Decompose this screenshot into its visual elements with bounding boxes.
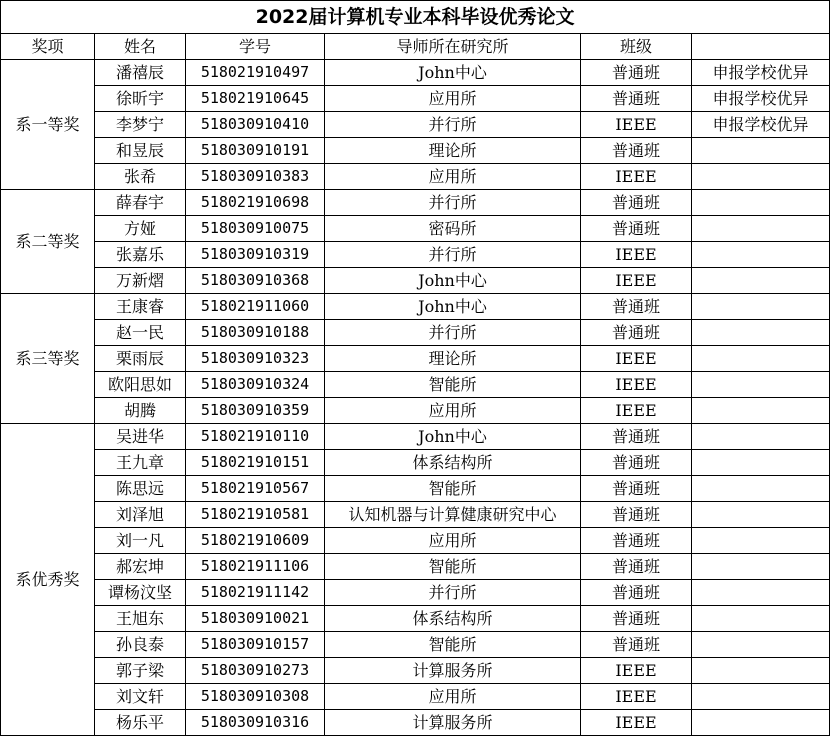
note-cell	[692, 294, 830, 320]
name-cell: 和昱辰	[95, 138, 186, 164]
name-cell: 赵一民	[95, 320, 186, 346]
class-cell: IEEE	[581, 346, 692, 372]
table-row	[1, 684, 830, 710]
class-cell: 普通班	[581, 450, 692, 476]
name-cell: 张希	[95, 164, 186, 190]
note-cell	[692, 424, 830, 450]
student-id-cell: 518021911106	[186, 554, 325, 580]
note-cell	[692, 190, 830, 216]
name-cell: 杨乐平	[95, 710, 186, 736]
name-cell: 方娅	[95, 216, 186, 242]
institute-cell: 并行所	[325, 242, 581, 268]
institute-cell: 智能所	[325, 476, 581, 502]
name-cell: 郭子梁	[95, 658, 186, 684]
class-cell: 普通班	[581, 320, 692, 346]
student-id-cell: 518021911142	[186, 580, 325, 606]
class-cell: 普通班	[581, 60, 692, 86]
header-name: 姓名	[95, 34, 186, 60]
award-cell: 系一等奖	[1, 60, 95, 190]
institute-cell: 应用所	[325, 684, 581, 710]
institute-cell: 并行所	[325, 320, 581, 346]
institute-cell: John中心	[325, 60, 581, 86]
header-institute: 导师所在研究所	[325, 34, 581, 60]
student-id-cell: 518030910368	[186, 268, 325, 294]
note-cell	[692, 554, 830, 580]
student-id-cell: 518021910645	[186, 86, 325, 112]
class-cell: 普通班	[581, 216, 692, 242]
table-row	[1, 60, 830, 86]
institute-cell: 计算服务所	[325, 658, 581, 684]
student-id-cell: 518021910581	[186, 502, 325, 528]
table-row	[1, 164, 830, 190]
table-row	[1, 242, 830, 268]
name-cell: 吴进华	[95, 424, 186, 450]
class-cell: 普通班	[581, 86, 692, 112]
class-cell: 普通班	[581, 606, 692, 632]
name-cell: 万新熠	[95, 268, 186, 294]
student-id-cell: 518030910075	[186, 216, 325, 242]
class-cell: IEEE	[581, 164, 692, 190]
institute-cell: 智能所	[325, 372, 581, 398]
table-row	[1, 398, 830, 424]
class-cell: IEEE	[581, 658, 692, 684]
institute-cell: 并行所	[325, 580, 581, 606]
class-cell: IEEE	[581, 372, 692, 398]
name-cell: 王九章	[95, 450, 186, 476]
institute-cell: 并行所	[325, 190, 581, 216]
award-cell: 系优秀奖	[1, 424, 95, 736]
table-row	[1, 502, 830, 528]
class-cell: 普通班	[581, 580, 692, 606]
student-id-cell: 518021910110	[186, 424, 325, 450]
header-row	[1, 34, 830, 60]
note-cell	[692, 346, 830, 372]
table-row	[1, 424, 830, 450]
note-cell: 申报学校优异	[692, 112, 830, 138]
class-cell: 普通班	[581, 138, 692, 164]
student-id-cell: 518030910324	[186, 372, 325, 398]
note-cell	[692, 476, 830, 502]
table-row	[1, 112, 830, 138]
table-row	[1, 294, 830, 320]
note-cell	[692, 710, 830, 736]
student-id-cell: 518030910410	[186, 112, 325, 138]
note-cell	[692, 320, 830, 346]
note-cell	[692, 164, 830, 190]
class-cell: 普通班	[581, 190, 692, 216]
name-cell: 刘泽旭	[95, 502, 186, 528]
table-row	[1, 632, 830, 658]
table-row	[1, 606, 830, 632]
header-note	[692, 34, 830, 60]
name-cell: 徐昕宇	[95, 86, 186, 112]
institute-cell: 计算服务所	[325, 710, 581, 736]
institute-cell: 密码所	[325, 216, 581, 242]
institute-cell: 应用所	[325, 164, 581, 190]
student-id-cell: 518021911060	[186, 294, 325, 320]
class-cell: 普通班	[581, 632, 692, 658]
note-cell	[692, 658, 830, 684]
table-row	[1, 528, 830, 554]
class-cell: IEEE	[581, 684, 692, 710]
note-cell: 申报学校优异	[692, 60, 830, 86]
note-cell	[692, 268, 830, 294]
note-cell	[692, 138, 830, 164]
note-cell	[692, 242, 830, 268]
table-row	[1, 658, 830, 684]
institute-cell: 认知机器与计算健康研究中心	[325, 502, 581, 528]
table-row	[1, 710, 830, 736]
note-cell	[692, 684, 830, 710]
class-cell: 普通班	[581, 294, 692, 320]
institute-cell: 智能所	[325, 554, 581, 580]
table-row	[1, 372, 830, 398]
name-cell: 胡腾	[95, 398, 186, 424]
student-id-cell: 518030910191	[186, 138, 325, 164]
student-id-cell: 518030910323	[186, 346, 325, 372]
name-cell: 欧阳思如	[95, 372, 186, 398]
sheet-title: 2022届计算机专业本科毕设优秀论文	[1, 1, 830, 34]
note-cell	[692, 216, 830, 242]
institute-cell: John中心	[325, 294, 581, 320]
table-row	[1, 346, 830, 372]
note-cell	[692, 372, 830, 398]
name-cell: 孙良泰	[95, 632, 186, 658]
student-id-cell: 518030910188	[186, 320, 325, 346]
title-row	[1, 1, 830, 34]
note-cell	[692, 606, 830, 632]
name-cell: 薛春宇	[95, 190, 186, 216]
name-cell: 张嘉乐	[95, 242, 186, 268]
note-cell	[692, 528, 830, 554]
table-row	[1, 190, 830, 216]
institute-cell: 体系结构所	[325, 450, 581, 476]
note-cell	[692, 502, 830, 528]
table-row	[1, 554, 830, 580]
note-cell	[692, 398, 830, 424]
table-row	[1, 138, 830, 164]
name-cell: 陈思远	[95, 476, 186, 502]
student-id-cell: 518021910497	[186, 60, 325, 86]
institute-cell: 并行所	[325, 112, 581, 138]
table-row	[1, 476, 830, 502]
table-row	[1, 268, 830, 294]
table-row	[1, 320, 830, 346]
institute-cell: John中心	[325, 268, 581, 294]
institute-cell: 智能所	[325, 632, 581, 658]
class-cell: 普通班	[581, 554, 692, 580]
name-cell: 郝宏坤	[95, 554, 186, 580]
class-cell: 普通班	[581, 528, 692, 554]
name-cell: 潘禧辰	[95, 60, 186, 86]
table-row	[1, 216, 830, 242]
name-cell: 王康睿	[95, 294, 186, 320]
class-cell: IEEE	[581, 710, 692, 736]
student-id-cell: 518021910698	[186, 190, 325, 216]
name-cell: 刘文轩	[95, 684, 186, 710]
name-cell: 谭杨汶坚	[95, 580, 186, 606]
class-cell: 普通班	[581, 476, 692, 502]
institute-cell: John中心	[325, 424, 581, 450]
note-cell	[692, 450, 830, 476]
award-cell: 系二等奖	[1, 190, 95, 294]
header-award: 奖项	[1, 34, 95, 60]
student-id-cell: 518030910021	[186, 606, 325, 632]
class-cell: IEEE	[581, 268, 692, 294]
student-id-cell: 518021910609	[186, 528, 325, 554]
institute-cell: 应用所	[325, 86, 581, 112]
note-cell	[692, 580, 830, 606]
student-id-cell: 518021910567	[186, 476, 325, 502]
student-id-cell: 518030910157	[186, 632, 325, 658]
table-row	[1, 580, 830, 606]
note-cell: 申报学校优异	[692, 86, 830, 112]
class-cell: IEEE	[581, 242, 692, 268]
class-cell: IEEE	[581, 398, 692, 424]
student-id-cell: 518030910319	[186, 242, 325, 268]
header-student-id: 学号	[186, 34, 325, 60]
name-cell: 李梦宁	[95, 112, 186, 138]
student-id-cell: 518030910316	[186, 710, 325, 736]
name-cell: 刘一凡	[95, 528, 186, 554]
student-id-cell: 518030910383	[186, 164, 325, 190]
table-row	[1, 450, 830, 476]
student-id-cell: 518021910151	[186, 450, 325, 476]
header-class: 班级	[581, 34, 692, 60]
name-cell: 栗雨辰	[95, 346, 186, 372]
institute-cell: 理论所	[325, 346, 581, 372]
class-cell: IEEE	[581, 112, 692, 138]
note-cell	[692, 632, 830, 658]
student-id-cell: 518030910359	[186, 398, 325, 424]
student-id-cell: 518030910308	[186, 684, 325, 710]
class-cell: 普通班	[581, 502, 692, 528]
class-cell: 普通班	[581, 424, 692, 450]
institute-cell: 应用所	[325, 398, 581, 424]
institute-cell: 应用所	[325, 528, 581, 554]
name-cell: 王旭东	[95, 606, 186, 632]
student-id-cell: 518030910273	[186, 658, 325, 684]
institute-cell: 理论所	[325, 138, 581, 164]
table-row	[1, 86, 830, 112]
award-cell: 系三等奖	[1, 294, 95, 424]
institute-cell: 体系结构所	[325, 606, 581, 632]
